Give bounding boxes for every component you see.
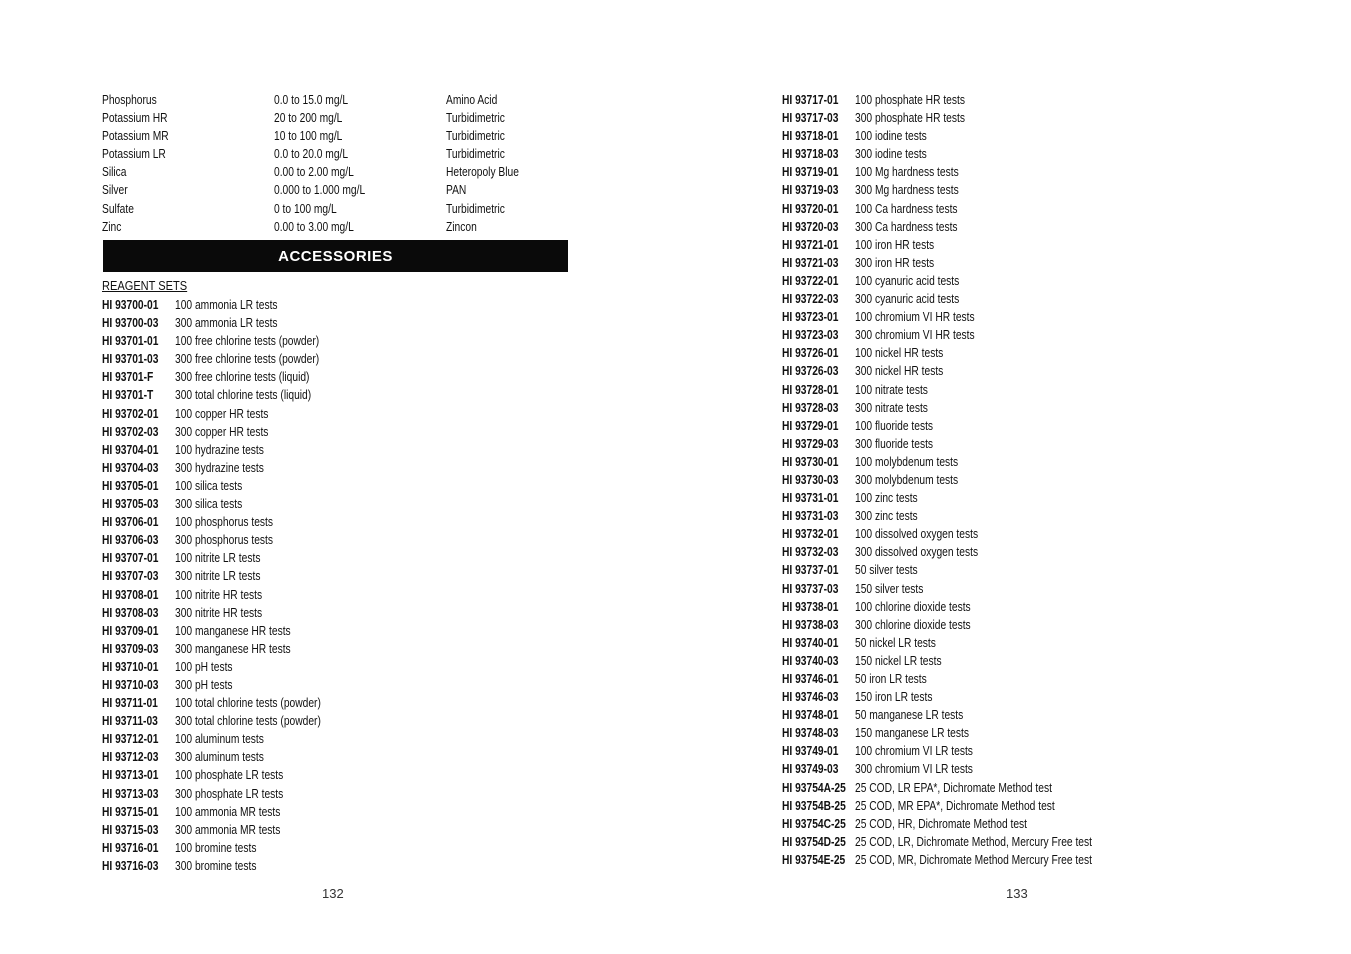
reagent-description: 100 phosphorus tests (175, 515, 274, 530)
banner-title: ACCESSORIES (278, 247, 393, 265)
reagent-row (102, 368, 353, 386)
reagent-code: HI 93705-01 (102, 478, 159, 493)
parameter-method-cell (446, 218, 596, 236)
reagent-row (782, 200, 1144, 218)
reagent-description: 100 copper HR tests (175, 406, 269, 421)
reagent-row (102, 549, 353, 567)
reagent-description: 100 nickel HR tests (855, 346, 944, 361)
parameter-range: 20 to 200 mg/L (274, 111, 343, 126)
reagent-code: HI 93722-03 (782, 292, 839, 307)
parameter-row (102, 218, 596, 236)
reagent-row (782, 851, 1144, 869)
reagent-row (102, 586, 353, 604)
parameter-name-cell (102, 145, 274, 163)
reagent-row (782, 145, 1144, 163)
reagent-row (102, 477, 353, 495)
reagent-description: 150 iron LR tests (855, 690, 933, 705)
reagent-description: 50 iron LR tests (855, 672, 927, 686)
reagent-code: HI 93717-01 (782, 93, 839, 107)
reagent-code: HI 93712-03 (102, 750, 159, 765)
reagent-description: 100 phosphate HR tests (855, 93, 965, 107)
parameter-range: 0 to 100 mg/L (274, 201, 337, 216)
reagent-code: HI 93707-01 (102, 551, 159, 566)
reagent-code: HI 93711-01 (102, 696, 158, 711)
parameter-method-cell (446, 127, 596, 145)
right-page (676, 0, 1351, 954)
reagent-code: HI 93716-03 (102, 858, 159, 873)
reagent-row (102, 441, 353, 459)
reagent-description: 100 zinc tests (855, 491, 918, 506)
reagent-row (782, 399, 1144, 417)
reagent-row (782, 779, 1144, 797)
parameter-range: 0.0 to 15.0 mg/L (274, 93, 349, 107)
reagent-code: HI 93730-01 (782, 454, 839, 469)
parameter-row (102, 145, 596, 163)
reagent-description: 300 nitrite HR tests (175, 605, 263, 620)
parameter-method: Amino Acid (446, 93, 498, 107)
reagent-row (782, 525, 1144, 543)
reagent-code: HI 93718-03 (782, 147, 839, 162)
parameter-name-cell (102, 109, 274, 127)
parameter-method-cell (446, 109, 596, 127)
reagent-description: 300 free chlorine tests (powder) (175, 352, 320, 367)
reagent-description: 300 Mg hardness tests (855, 183, 959, 198)
reagent-description: 100 chlorine dioxide tests (855, 599, 971, 614)
reagent-description: 300 chromium VI HR tests (855, 328, 975, 343)
reagent-description: 300 ammonia MR tests (175, 822, 281, 837)
reagent-code: HI 93749-03 (782, 762, 839, 777)
parameter-name-cell (102, 200, 274, 218)
reagent-code: HI 93732-03 (782, 545, 839, 560)
reagent-row (102, 730, 353, 748)
reagent-row (782, 652, 1144, 670)
parameter-name: Phosphorus (102, 93, 157, 107)
reagent-code: HI 93738-01 (782, 599, 839, 614)
reagent-description: 100 Ca hardness tests (855, 201, 958, 216)
reagent-row (102, 350, 353, 368)
reagent-description: 300 ammonia LR tests (175, 316, 278, 331)
reagent-description: 300 iodine tests (855, 147, 927, 162)
reagent-row (782, 688, 1144, 706)
reagent-description: 100 free chlorine tests (powder) (175, 334, 320, 349)
reagent-description: 100 aluminum tests (175, 732, 264, 747)
reagent-row (782, 362, 1144, 380)
reagent-row (782, 706, 1144, 724)
parameter-range: 0.00 to 2.00 mg/L (274, 165, 354, 180)
parameter-range-cell (274, 145, 446, 163)
reagent-row (102, 658, 353, 676)
reagent-row (782, 344, 1144, 362)
parameter-row (102, 109, 596, 127)
reagent-code: HI 93709-03 (102, 641, 159, 656)
reagent-code: HI 93728-01 (782, 382, 839, 397)
reagent-row (782, 797, 1144, 815)
parameter-method: Zincon (446, 219, 477, 234)
reagent-code: HI 93708-03 (102, 605, 159, 620)
page-number-right: 133 (1006, 886, 1028, 901)
reagent-code: HI 93754E-25 (782, 852, 846, 867)
reagent-code: HI 93754D-25 (782, 834, 846, 849)
reagent-description: 25 COD, LR, Dichromate Method, Mercury Free test (855, 834, 1092, 849)
reagent-list-left (102, 296, 353, 875)
parameter-row (102, 163, 596, 181)
reagent-code: HI 93718-01 (782, 129, 839, 144)
parameter-range-cell (274, 91, 446, 109)
parameter-table (102, 91, 596, 236)
reagent-row (782, 326, 1144, 344)
parameter-range: 0.0 to 20.0 mg/L (274, 147, 349, 162)
reagent-description: 300 cyanuric acid tests (855, 292, 960, 307)
reagent-description: 300 aluminum tests (175, 750, 264, 765)
reagent-code: HI 93740-01 (782, 635, 839, 650)
reagent-description: 300 free chlorine tests (liquid) (175, 370, 310, 385)
reagent-code: HI 93701-03 (102, 352, 159, 367)
reagent-row (782, 742, 1144, 760)
reagent-code: HI 93726-01 (782, 346, 839, 361)
reagent-description: 300 nickel HR tests (855, 364, 944, 379)
reagent-row (782, 543, 1144, 561)
reagent-row (782, 91, 1144, 109)
reagent-code: HI 93746-03 (782, 690, 839, 705)
reagent-code: HI 93731-01 (782, 491, 839, 506)
reagent-code: HI 93748-03 (782, 726, 839, 741)
reagent-code: HI 93720-01 (782, 201, 839, 216)
reagent-row (782, 471, 1144, 489)
reagent-code: HI 93706-03 (102, 533, 159, 548)
reagent-row (102, 803, 353, 821)
parameter-method: Turbidimetric (446, 147, 505, 162)
reagent-description: 100 hydrazine tests (175, 442, 264, 457)
reagent-code: HI 93713-01 (102, 768, 159, 783)
reagent-description: 300 hydrazine tests (175, 460, 264, 475)
parameter-method: PAN (446, 183, 467, 198)
reagent-description: 300 total chlorine tests (liquid) (175, 388, 312, 403)
reagent-code: HI 93737-01 (782, 563, 839, 578)
reagent-code: HI 93708-01 (102, 587, 159, 602)
reagent-row (102, 531, 353, 549)
reagent-code: HI 93700-03 (102, 316, 159, 331)
parameter-method: Turbidimetric (446, 111, 505, 126)
reagent-row (782, 236, 1144, 254)
reagent-description: 25 COD, MR EPA*, Dichromate Method test (855, 798, 1055, 813)
reagent-code: HI 93732-01 (782, 527, 839, 542)
reagent-row (102, 459, 353, 477)
parameter-row (102, 91, 596, 109)
parameter-name-cell (102, 181, 274, 199)
reagent-description: 100 molybdenum tests (855, 454, 959, 469)
reagent-code: HI 93701-T (102, 388, 154, 403)
reagent-row (102, 495, 353, 513)
parameter-range: 0.000 to 1.000 mg/L (274, 183, 366, 198)
reagent-description: 100 manganese HR tests (175, 623, 291, 638)
reagent-row (782, 634, 1144, 652)
reagent-row (102, 386, 353, 404)
parameter-name: Zinc (102, 219, 122, 234)
reagent-description: 100 Mg hardness tests (855, 165, 959, 180)
parameter-method: Turbidimetric (446, 201, 505, 216)
reagent-description: 300 iron HR tests (855, 255, 935, 270)
reagent-row (102, 748, 353, 766)
reagent-row (782, 670, 1144, 688)
parameter-range-cell (274, 200, 446, 218)
reagent-description: 100 silica tests (175, 478, 243, 493)
reagent-code: HI 93700-01 (102, 298, 159, 312)
reagent-row (782, 127, 1144, 145)
reagent-row (102, 604, 353, 622)
reagent-description: 100 nitrate tests (855, 382, 928, 397)
parameter-range-cell (274, 163, 446, 181)
reagent-row (102, 567, 353, 585)
reagent-row (782, 453, 1144, 471)
reagent-row (782, 598, 1144, 616)
reagent-code: HI 93719-03 (782, 183, 839, 198)
parameter-name: Potassium LR (102, 147, 166, 162)
reagent-row (782, 272, 1144, 290)
reagent-description: 300 copper HR tests (175, 424, 269, 439)
reagent-description: 300 fluoride tests (855, 436, 934, 451)
parameter-range-cell (274, 181, 446, 199)
reagent-row (782, 381, 1144, 399)
parameter-method-cell (446, 145, 596, 163)
reagent-code: HI 93705-03 (102, 497, 159, 512)
reagent-row (782, 580, 1144, 598)
left-page (0, 0, 675, 954)
reagent-description: 100 chromium VI LR tests (855, 744, 973, 759)
reagent-code: HI 93721-03 (782, 255, 839, 270)
parameter-method: Heteropoly Blue (446, 165, 519, 180)
reagent-code: HI 93730-03 (782, 472, 839, 487)
reagent-code: HI 93728-03 (782, 400, 839, 415)
reagent-code: HI 93720-03 (782, 219, 839, 234)
reagent-row (782, 290, 1144, 308)
reagent-code: HI 93707-03 (102, 569, 159, 584)
reagent-code: HI 93715-03 (102, 822, 159, 837)
reagent-description: 300 phosphate LR tests (175, 786, 284, 801)
reagent-row (102, 622, 353, 640)
reagent-description: 25 COD, MR, Dichromate Method Mercury Free test (855, 852, 1092, 867)
reagent-description: 300 phosphate HR tests (855, 111, 965, 126)
reagent-description: 100 ammonia MR tests (175, 804, 281, 819)
reagent-description: 300 silica tests (175, 497, 243, 512)
reagent-description: 150 nickel LR tests (855, 653, 942, 668)
reagent-description: 100 ammonia LR tests (175, 298, 278, 312)
reagent-row (782, 507, 1144, 525)
reagent-code: HI 93740-03 (782, 653, 839, 668)
reagent-row (782, 561, 1144, 579)
reagent-row (102, 513, 353, 531)
reagent-code: HI 93702-03 (102, 424, 159, 439)
reagent-description: 300 manganese HR tests (175, 641, 291, 656)
reagent-description: 100 chromium VI HR tests (855, 310, 975, 325)
reagent-code: HI 93729-01 (782, 418, 839, 433)
reagent-description: 100 pH tests (175, 659, 233, 674)
reagent-code: HI 93723-03 (782, 328, 839, 343)
parameter-name-cell (102, 163, 274, 181)
reagent-description: 25 COD, HR, Dichromate Method test (855, 816, 1028, 831)
reagent-code: HI 93713-03 (102, 786, 159, 801)
reagent-row (782, 815, 1144, 833)
reagent-code: HI 93754C-25 (782, 816, 846, 831)
reagent-description: 150 manganese LR tests (855, 726, 969, 741)
parameter-range-cell (274, 218, 446, 236)
reagent-description: 300 nitrite LR tests (175, 569, 261, 584)
parameter-name: Silver (102, 183, 128, 198)
reagent-code: HI 93723-01 (782, 310, 839, 325)
reagent-row (102, 857, 353, 875)
parameter-method: Turbidimetric (446, 129, 505, 144)
reagent-description: 300 pH tests (175, 677, 233, 692)
reagent-code: HI 93709-01 (102, 623, 159, 638)
reagent-description: 300 total chlorine tests (powder) (175, 714, 321, 729)
reagent-row (782, 308, 1144, 326)
reagent-description: 300 dissolved oxygen tests (855, 545, 979, 560)
reagent-row (782, 181, 1144, 199)
reagent-description: 300 nitrate tests (855, 400, 928, 415)
reagent-row (782, 760, 1144, 778)
reagent-description: 300 molybdenum tests (855, 472, 959, 487)
reagent-row (102, 694, 353, 712)
reagent-code: HI 93712-01 (102, 732, 159, 747)
reagent-row (782, 109, 1144, 127)
reagent-row (782, 218, 1144, 236)
parameter-method-cell (446, 91, 596, 109)
reagent-code: HI 93721-01 (782, 237, 839, 252)
parameter-range: 10 to 100 mg/L (274, 129, 343, 144)
reagent-code: HI 93726-03 (782, 364, 839, 379)
reagent-row (102, 676, 353, 694)
reagent-row (102, 314, 353, 332)
reagent-row (782, 163, 1144, 181)
reagent-row (102, 839, 353, 857)
reagent-list-right (782, 91, 1144, 869)
reagent-code: HI 93748-01 (782, 708, 839, 723)
reagent-description: 100 bromine tests (175, 840, 257, 855)
parameter-name: Potassium MR (102, 129, 169, 144)
reagent-code: HI 93710-01 (102, 659, 159, 674)
reagent-code: HI 93729-03 (782, 436, 839, 451)
reagent-row (102, 405, 353, 423)
reagent-code: HI 93737-03 (782, 581, 839, 596)
reagent-row (782, 435, 1144, 453)
parameter-name: Sulfate (102, 201, 134, 216)
reagent-code: HI 93710-03 (102, 677, 159, 692)
reagent-description: 300 phosphorus tests (175, 533, 274, 548)
reagent-description: 100 nitrite HR tests (175, 587, 263, 602)
reagent-description: 100 iodine tests (855, 129, 927, 144)
parameter-range: 0.00 to 3.00 mg/L (274, 219, 354, 234)
parameter-method-cell (446, 163, 596, 181)
parameter-name-cell (102, 218, 274, 236)
reagent-row (102, 296, 353, 314)
reagent-row (102, 821, 353, 839)
reagent-row (782, 724, 1144, 742)
reagent-row (102, 423, 353, 441)
reagent-code: HI 93704-03 (102, 460, 159, 475)
reagent-description: 100 dissolved oxygen tests (855, 527, 979, 542)
reagent-sets-heading: REAGENT SETS (102, 278, 188, 293)
reagent-description: 300 chlorine dioxide tests (855, 617, 971, 632)
parameter-method-cell (446, 200, 596, 218)
reagent-row (102, 712, 353, 730)
reagent-description: 50 manganese LR tests (855, 708, 964, 723)
reagent-code: HI 93701-01 (102, 334, 159, 349)
reagent-code: HI 93706-01 (102, 515, 159, 530)
parameter-range-cell (274, 109, 446, 127)
reagent-description: 100 fluoride tests (855, 418, 934, 433)
reagent-code: HI 93731-03 (782, 509, 839, 524)
reagent-description: 300 Ca hardness tests (855, 219, 958, 234)
parameter-row (102, 200, 596, 218)
reagent-code: HI 93715-01 (102, 804, 159, 819)
accessories-banner (103, 240, 568, 272)
reagent-description: 50 silver tests (855, 563, 918, 578)
parameter-name-cell (102, 127, 274, 145)
reagent-code: HI 93754B-25 (782, 798, 846, 813)
reagent-row (102, 332, 353, 350)
parameter-method-cell (446, 181, 596, 199)
reagent-code: HI 93722-01 (782, 273, 839, 288)
reagent-code: HI 93717-03 (782, 111, 839, 126)
reagent-description: 100 phosphate LR tests (175, 768, 284, 783)
reagent-code: HI 93754A-25 (782, 780, 846, 795)
reagent-row (782, 833, 1144, 851)
reagent-code: HI 93701-F (102, 370, 154, 385)
parameter-name: Potassium HR (102, 111, 168, 126)
reagent-row (782, 417, 1144, 435)
reagent-description: 300 chromium VI LR tests (855, 762, 973, 777)
reagent-description: 300 bromine tests (175, 858, 257, 873)
page-number-left: 132 (322, 886, 344, 901)
parameter-name-cell (102, 91, 274, 109)
reagent-description: 50 nickel LR tests (855, 635, 936, 650)
reagent-code: HI 93716-01 (102, 840, 159, 855)
reagent-code: HI 93704-01 (102, 442, 159, 457)
reagent-description: 100 iron HR tests (855, 237, 935, 252)
parameter-row (102, 181, 596, 199)
reagent-row (782, 254, 1144, 272)
parameter-range-cell (274, 127, 446, 145)
reagent-description: 100 nitrite LR tests (175, 551, 261, 566)
reagent-code: HI 93711-03 (102, 714, 158, 729)
reagent-row (782, 616, 1144, 634)
parameter-row (102, 127, 596, 145)
reagent-description: 150 silver tests (855, 581, 924, 596)
reagent-description: 300 zinc tests (855, 509, 918, 524)
reagent-code: HI 93719-01 (782, 165, 839, 180)
reagent-code: HI 93749-01 (782, 744, 839, 759)
reagent-description: 25 COD, LR EPA*, Dichromate Method test (855, 780, 1052, 795)
reagent-description: 100 cyanuric acid tests (855, 273, 960, 288)
reagent-code: HI 93702-01 (102, 406, 159, 421)
reagent-row (102, 785, 353, 803)
parameter-name: Silica (102, 165, 127, 180)
reagent-code: HI 93738-03 (782, 617, 839, 632)
reagent-row (102, 640, 353, 658)
reagent-description: 100 total chlorine tests (powder) (175, 696, 321, 711)
reagent-code: HI 93746-01 (782, 672, 839, 686)
reagent-row (782, 489, 1144, 507)
reagent-row (102, 766, 353, 784)
